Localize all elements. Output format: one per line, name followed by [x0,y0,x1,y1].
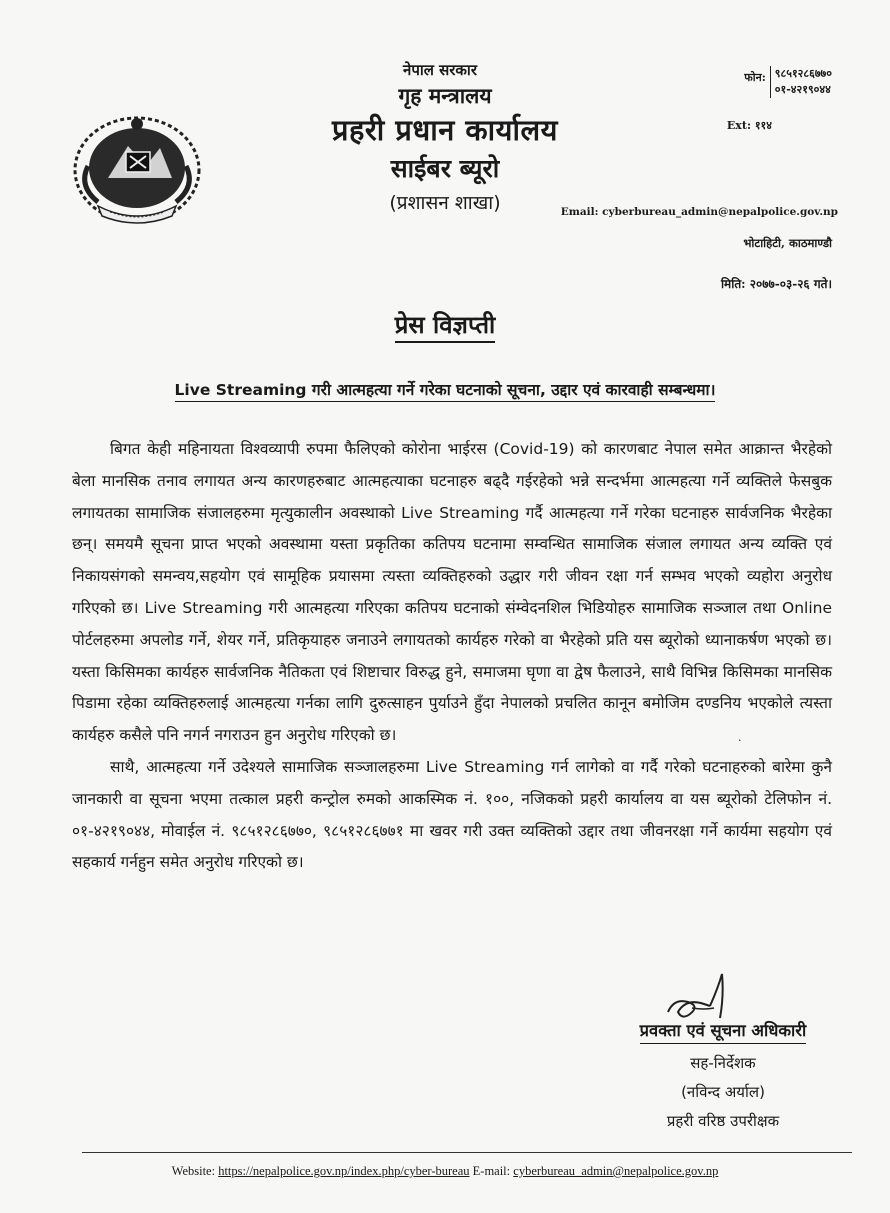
website-link[interactable]: https://nepalpolice.gov.np/index.php/cyber-bureau [218,1164,470,1178]
paragraph: साथै, आत्महत्या गर्ने उदेश्यले सामाजिक सञ्जालहरुमा Live Streaming गर्न लागेको वा गर्दै गरेको घटनाहरुको बारेमा कुनै जानकारी वा सूचना भएमा तत्काल प्रहरी कन्ट्रोल रुमको आकस्मिक नं. १००, नजिकको प्रहरी कार्यालय वा यस ब्यूरोको टेलिफोन नं. ०१-४२१९०४४, मोवाईल नं. ९८५१२८६७७०, ९८५१२८६७७१ मा खवर गरी उक्त व्यक्तिको उद्दार तथा जीवनरक्षा गर्ने कार्यमा सहयोग एवं सहकार्य गर्नहुन समेत अनुरोध गरिएको छ। [72,757,832,872]
government-name: नेपाल सरकार [403,61,477,79]
footer-divider [82,1152,852,1153]
signatory-rank: प्रहरी वरिष्ठ उपरीक्षक [666,1112,780,1130]
website-label: Website: [171,1164,216,1178]
subject-text: Live Streaming गरी आत्महत्या गर्ने गरेका घटनाको सूचना, उद्दार एवं कारवाही सम्बन्धमा। [175,381,716,402]
stray-mark: · [738,734,742,747]
handwritten-signature [660,968,750,1024]
section-name: (प्रशासन शाखा) [389,192,501,214]
signatory-block [608,1018,838,1131]
nepal-police-emblem-icon [68,108,206,230]
signatory-title: प्रवक्ता एवं सूचना अधिकारी [640,1018,807,1044]
footer-email-label: E-mail: [472,1164,511,1178]
contact-block [727,66,832,133]
address: भोटाहिटी, काठमाण्डौ [743,236,832,250]
footer [0,1164,890,1179]
header-email: Email: cyberbureau_admin@nepalpolice.gov.np [560,206,838,218]
phone-number-2: ०१-४२१९०४४ [774,83,831,96]
letterhead [240,60,650,215]
paragraph: बिगत केही महिनायता विश्वव्यापी रुपमा फैलिएको कोरोना भाईरस (Covid-19) को कारणबाट नेपाल समेत आक्रान्त भैरहेको बेला मानसिक तनाव लगायत अन्य कारणहरुबाट आत्महत्याका घटनाहरु बढ्दै गईरहेको भन्ने सन्दर्भमा आत्महत्या गर्ने व्यक्तिले फेसबुक लगायतका सामाजिक संजालहरुमा मृत्युकालीन अवस्थाको Live Streaming गर्दै आत्महत्या गर्ने गरेका घटनाहरु सार्वजनिक भैरहेका छन्। समयमै सूचना प्राप्त भएको अवस्थामा यस्ता प्रकृतिका कतिपय घटनामा सम्वन्धित सामाजिक संजाल लगायत अन्य व्यक्ति एवं निकायसंगको समन्वय,सहयोग एवं सामूहिक प्रयासमा त्यस्ता व्यक्तिहरुको उद्धार गरी जीवन रक्षा गर्न सम्भव भएको व्यहोरा अनुरोध गरिएको छ। Live Streaming गरी आत्महत्या गरिएका कतिपय घटनाको संम्वेदनशिल भिडियोहरु सामाजिक सञ्जाल तथा Online पोर्टलहरुमा अपलोड गर्ने, शेयर गर्ने, प्रतिकृयाहरु जनाउने लगायतको कार्यहरु गरेको वा भैरहेको प्रति यस ब्यूरोको ध्यानाकर्षण भएको छ। यस्ता किसिमका कार्यहरु सार्वजनिक नैतिकता एवं शिष्टाचार विरुद्ध हुने, समाजमा घृणा वा द्वेष फैलाउने, साथै विभिन्न किसिमका मानसिक पिडामा रहेका व्यक्तिहरुलाई आत्महत्या गर्नका लागि दुरुत्साहन पुर्याउने हुँदा नेपालको प्रचलित कानून बमोजिम दण्डनिय भएकोले त्यस्ता कार्यहरु कसैले पनि नगर्न नगराउन हुन अनुरोध गरिएको छ। [72,440,832,745]
footer-email-link[interactable]: cyberbureau_admin@nepalpolice.gov.np [513,1164,719,1178]
phone-block [727,66,832,98]
phone-label: फोन: [744,71,766,84]
ministry-name: गृह मन्त्रालय [398,84,492,108]
date: मिति: २०७७-०३-२६ गते। [720,277,832,291]
signatory-name: (नविन्द अर्याल) [681,1083,765,1101]
office-name: प्रहरी प्रधान कार्यालय [331,113,558,147]
bureau-name: साईबर ब्यूरो [390,154,500,183]
signatory-position: सह-निर्देशक [690,1054,756,1072]
body [72,434,832,879]
subject [0,378,890,400]
document-title [0,308,890,341]
extension: Ext: ११४ [726,119,772,132]
document-title-text: प्रेस विज्ञप्ती [395,311,495,343]
phone-number-1: ९८५१२८६७७० [774,67,832,80]
